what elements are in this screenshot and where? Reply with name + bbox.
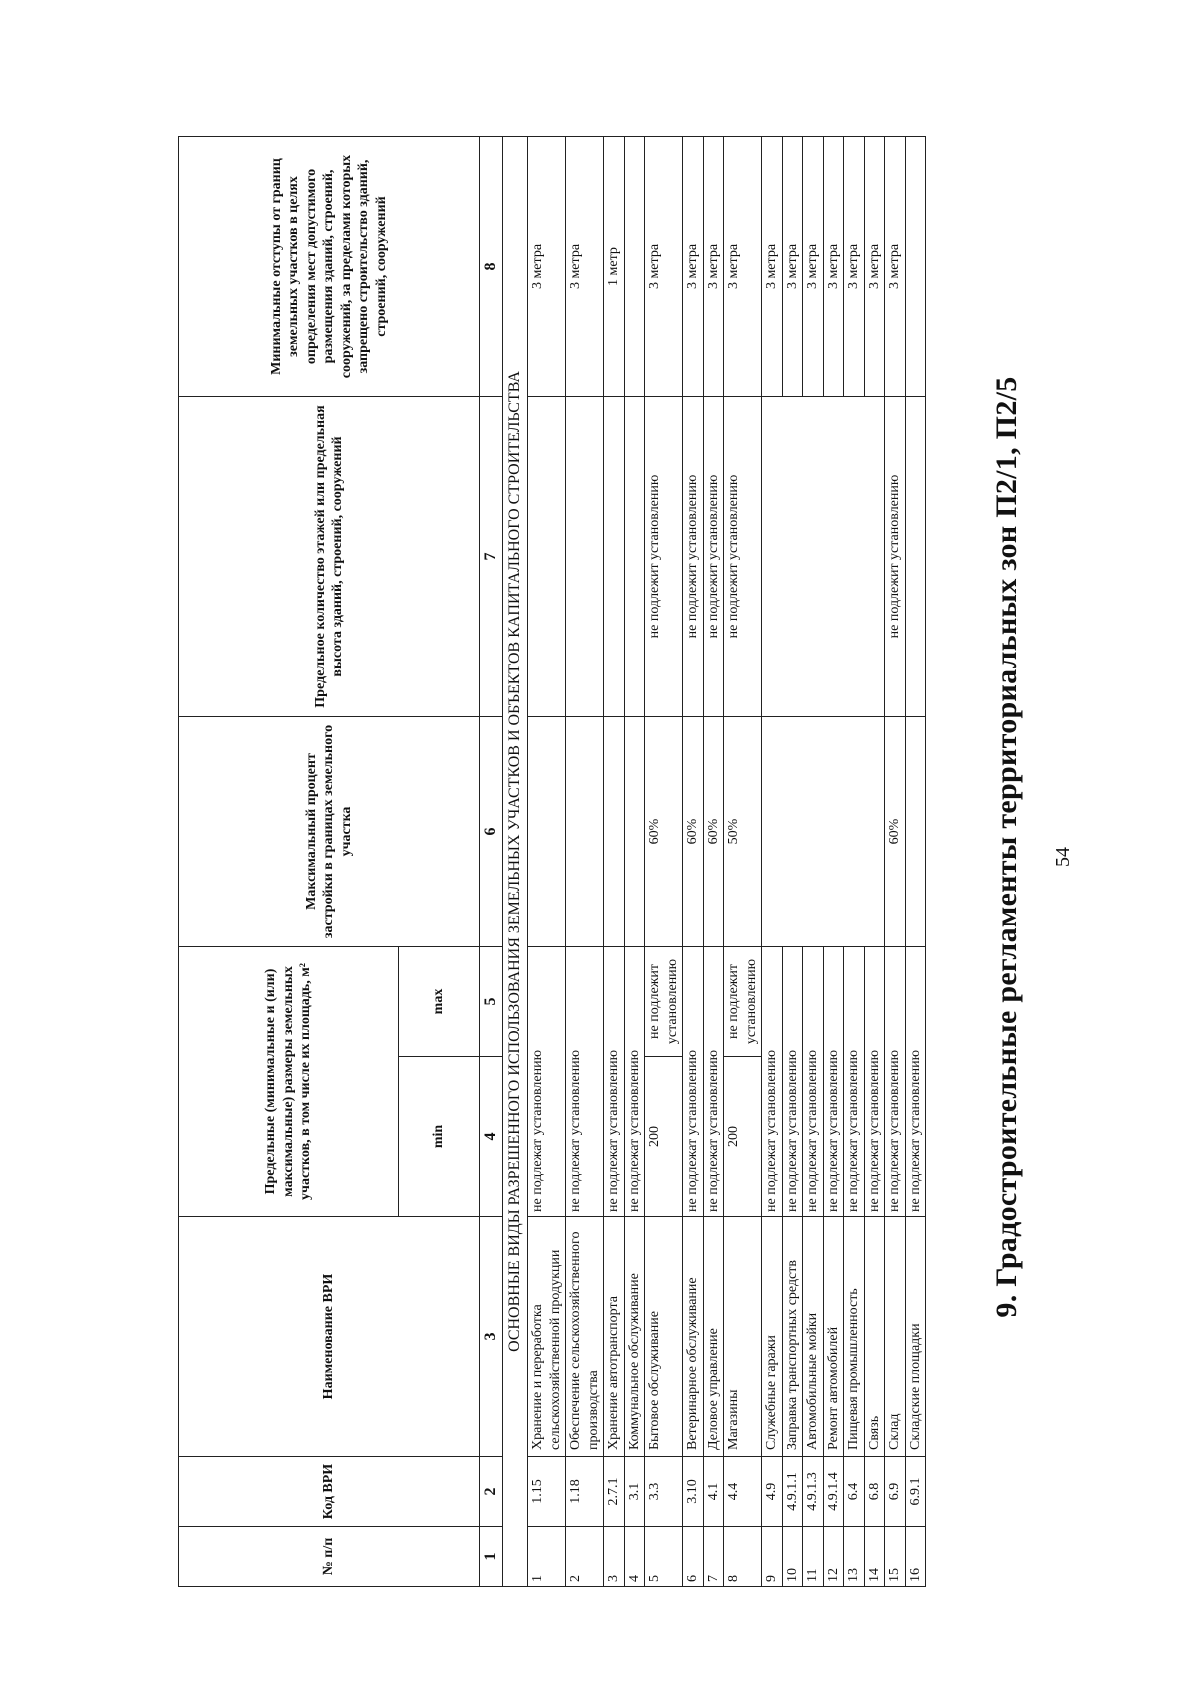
row-size: не подлежат установлению [762,947,783,1217]
row-percent: 60% [885,717,906,947]
row-size: не подлежат установлению [844,947,865,1217]
row-code: 4.1 [703,1457,724,1527]
row-floors [528,397,566,717]
column-number: 4 [480,1057,503,1217]
column-number: 1 [480,1527,503,1587]
row-floors [762,397,885,717]
row-setback: 3 метра [683,137,704,397]
row-name: Магазины [724,1217,762,1457]
row-num: 5 [645,1527,683,1587]
column-number: 6 [480,717,503,947]
row-num: 15 [885,1527,906,1587]
row-name: Пищевая промышленность [844,1217,865,1457]
row-num: 12 [823,1527,844,1587]
row-name: Деловое управление [703,1217,724,1457]
row-num: 14 [864,1527,885,1587]
column-number: 3 [480,1217,503,1457]
row-name: Ремонт автомобилей [823,1217,844,1457]
row-code: 4.9.1.4 [823,1457,844,1527]
row-num: 7 [703,1527,724,1587]
table-row [624,137,645,1587]
row-num: 11 [803,1527,824,1587]
row-percent: 60% [645,717,683,947]
row-setback: 3 метра [803,137,824,397]
row-setback: 3 метра [823,137,844,397]
row-setback: 3 метра [782,137,803,397]
row-size: не подлежат установлению [803,947,824,1217]
row-size: не подлежат установлению [823,947,844,1217]
table-row [762,137,783,1587]
header-percent: Максимальный процент застройки в границах земельного участка [179,717,480,947]
row-max: не подлежит установлению [645,947,683,1057]
row-name: Служебные гаражи [762,1217,783,1457]
row-code: 3.10 [683,1457,704,1527]
row-floors [604,397,625,717]
row-floors: не подлежит установлению [645,397,683,717]
row-setback: 3 метра [844,137,865,397]
column-number: 8 [480,137,503,397]
row-percent [566,717,604,947]
row-num: 13 [844,1527,865,1587]
row-code: 3.1 [624,1457,645,1527]
row-code: 6.9 [885,1457,906,1527]
row-setback: 3 метра [703,137,724,397]
table-row [566,137,604,1587]
table-row [604,137,625,1587]
row-setback [624,137,645,397]
row-setback: 3 метра [724,137,762,397]
row-setback: 3 метра [566,137,604,397]
row-size: не подлежат установлению [782,947,803,1217]
row-size: не подлежат установлению [624,947,645,1217]
row-size: не подлежат установлению [604,947,625,1217]
row-size: не подлежат установлению [885,947,906,1217]
column-number-row [480,137,503,1587]
row-floors [905,397,926,717]
section-row [503,137,528,1587]
row-code: 2.7.1 [604,1457,625,1527]
row-percent [528,717,566,947]
header-min: min [398,1057,479,1217]
row-num: 9 [762,1527,783,1587]
header-num: № п/п [179,1527,480,1587]
row-floors: не подлежит установлению [885,397,906,717]
row-num: 2 [566,1527,604,1587]
row-floors [566,397,604,717]
header-code: Код ВРИ [179,1457,480,1527]
row-code: 4.9 [762,1457,783,1527]
row-code: 6.8 [864,1457,885,1527]
row-code: 6.4 [844,1457,865,1527]
row-num: 6 [683,1527,704,1587]
header-floors: Предельное количество этажей или предельная высота зданий, строений, сооружений [179,397,480,717]
row-name: Автомобильные мойки [803,1217,824,1457]
row-code: 1.18 [566,1457,604,1527]
row-floors: не подлежит установлению [703,397,724,717]
row-size: не подлежат установлению [528,947,566,1217]
row-size: не подлежат установлению [703,947,724,1217]
table-row [905,137,926,1587]
row-name: Связь [864,1217,885,1457]
row-name: Хранение и переработка сельскохозяйственной продукции [528,1217,566,1457]
row-setback: 3 метра [885,137,906,397]
row-min: 200 [645,1057,683,1217]
row-name: Склад [885,1217,906,1457]
header-size-group: Предельные (минимальные и (или) максимальные) размеры земельных участков, в том числе их площадь, м² [179,947,399,1217]
header-max: max [398,947,479,1057]
page-title: 9. Градостроительные регламенты территориальных зон П2/1, П2/5 [990,376,1023,1318]
row-percent: 50% [724,717,762,947]
page-number: 54 [1052,847,1074,867]
table-row [885,137,906,1587]
row-code: 6.9.1 [905,1457,926,1527]
section-title: ОСНОВНЫЕ ВИДЫ РАЗРЕШЕННОГО ИСПОЛЬЗОВАНИЯ ЗЕМЕЛЬНЫХ УЧАСТКОВ И ОБЪЕКТОВ КАПИТАЛЬНОГО СТРОИТЕЛЬСТВА [503,137,528,1587]
row-code: 1.15 [528,1457,566,1527]
table-row [703,137,724,1587]
row-percent [762,717,885,947]
row-size: не подлежат установлению [905,947,926,1217]
row-setback: 3 метра [762,137,783,397]
row-num: 10 [782,1527,803,1587]
row-code: 4.9.1.3 [803,1457,824,1527]
row-floors [624,397,645,717]
row-num: 8 [724,1527,762,1587]
table-row [724,137,762,1587]
column-number: 2 [480,1457,503,1527]
header-setback: Минимальные отступы от границ земельных участков в целях определения мест допустимого размещения зданий, строений, сооружений, за пределами которых запрещено строительство зданий, строений, сооружений [179,137,480,397]
row-percent: 60% [683,717,704,947]
row-setback: 3 метра [864,137,885,397]
row-percent [604,717,625,947]
row-num: 1 [528,1527,566,1587]
row-code: 4.9.1.1 [782,1457,803,1527]
row-min: 200 [724,1057,762,1217]
regulations-table [178,136,926,1587]
row-setback [905,137,926,397]
row-name: Бытовое обслуживание [645,1217,683,1457]
row-code: 4.4 [724,1457,762,1527]
row-name: Обеспечение сельскохозяйственного производства [566,1217,604,1457]
row-floors: не подлежит установлению [683,397,704,717]
row-percent [624,717,645,947]
row-size: не подлежат установлению [566,947,604,1217]
header-row-1 [179,137,399,1587]
row-code: 3.3 [645,1457,683,1527]
header-name: Наименование ВРИ [179,1217,480,1457]
row-name: Ветеринарное обслуживание [683,1217,704,1457]
row-setback: 1 метр [604,137,625,397]
row-percent: 60% [703,717,724,947]
row-name: Складские площадки [905,1217,926,1457]
column-number: 7 [480,397,503,717]
row-percent [905,717,926,947]
row-setback: 3 метра [645,137,683,397]
row-num: 4 [624,1527,645,1587]
row-name: Заправка транспортных средств [782,1217,803,1457]
row-num: 16 [905,1527,926,1587]
row-num: 3 [604,1527,625,1587]
row-name: Коммунальное обслуживание [624,1217,645,1457]
table-row [683,137,704,1587]
row-size: не подлежат установлению [683,947,704,1217]
row-setback: 3 метра [528,137,566,397]
column-number: 5 [480,947,503,1057]
table-row [645,137,683,1587]
row-floors: не подлежит установлению [724,397,762,717]
table-row [528,137,566,1587]
row-size: не подлежат установлению [864,947,885,1217]
row-max: не подлежит установлению [724,947,762,1057]
row-name: Хранение автотранспорта [604,1217,625,1457]
